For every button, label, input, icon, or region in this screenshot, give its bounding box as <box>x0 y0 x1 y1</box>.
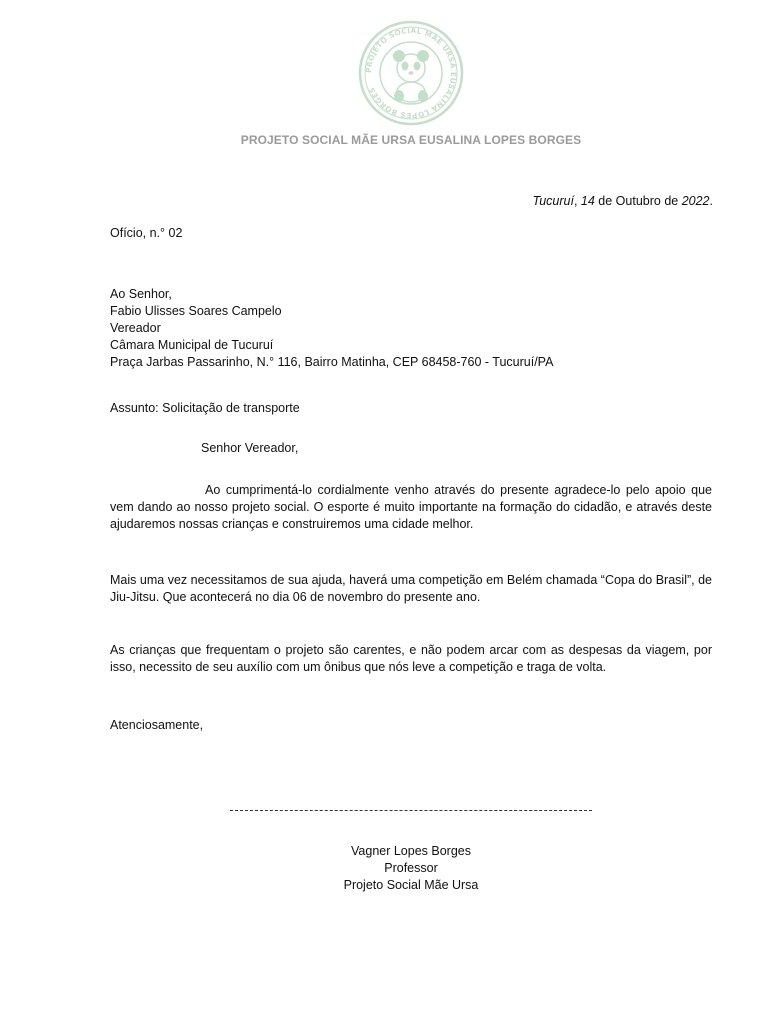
oficio-number: Ofício, n.° 02 <box>110 226 183 240</box>
signature-block <box>230 843 592 894</box>
date-line: Tucuruí, 14 de Outubro de 2022. <box>532 194 713 208</box>
recipient-institution: Câmara Municipal de Tucuruí <box>110 338 274 352</box>
organization-header: PROJETO SOCIAL MÃE URSA EUSALINA LOPES BORGES <box>240 133 582 147</box>
recipient-role: Vereador <box>110 321 161 335</box>
svg-text:PROJETO SOCIAL MÃE URSA EUSALI: PROJETO SOCIAL MÃE URSA EUSALINA LOPES BORGES <box>363 25 459 121</box>
salutation: Senhor Vereador, <box>201 441 299 455</box>
recipient-address: Praça Jarbas Passarinho, N.° 116, Bairro Matinha, CEP 68458-760 - Tucuruí/PA <box>110 355 554 369</box>
signer-organization: Projeto Social Mãe Ursa <box>343 878 479 892</box>
recipient-greeting: Ao Senhor, <box>110 287 172 301</box>
signer-name: Vagner Lopes Borges <box>351 844 471 858</box>
recipient-name: Fabio Ulisses Soares Campelo <box>110 304 282 318</box>
recipient-block <box>110 286 553 371</box>
closing: Atenciosamente, <box>110 718 204 732</box>
signature-line <box>230 810 592 811</box>
date-day: 14 <box>580 194 595 208</box>
date-city: Tucuruí <box>532 194 574 208</box>
date-month: de Outubro de <box>598 194 679 208</box>
body-paragraph-2: Mais uma vez necessitamos de sua ajuda, haverá uma competição em Belém chamada “Copa do Brasil”, de Jiu-Jitsu. Que acontecerá no dia 06 de novembro do presente ano. <box>110 573 712 604</box>
date-year: 2022 <box>681 194 710 208</box>
body-paragraph-1: Ao cumprimentá-lo cordialmente venho através do presente agradece-lo pelo apoio que vem dando ao nosso projeto social. O esporte é muito importante na formação do cidadão, e através deste ajudaremos nossas crianças e construiremos uma cidade melhor. <box>110 483 712 531</box>
body-paragraph-3: As crianças que frequentam o projeto são carentes, e não podem arcar com as despesas da viagem, por isso, necessito de seu auxílio com um ônibus que nós leve a competição e traga de volta. <box>110 643 712 674</box>
panda-seal-logo <box>358 20 464 126</box>
signer-title: Professor <box>384 861 438 875</box>
subject-line: Assunto: Solicitação de transporte <box>110 401 300 415</box>
